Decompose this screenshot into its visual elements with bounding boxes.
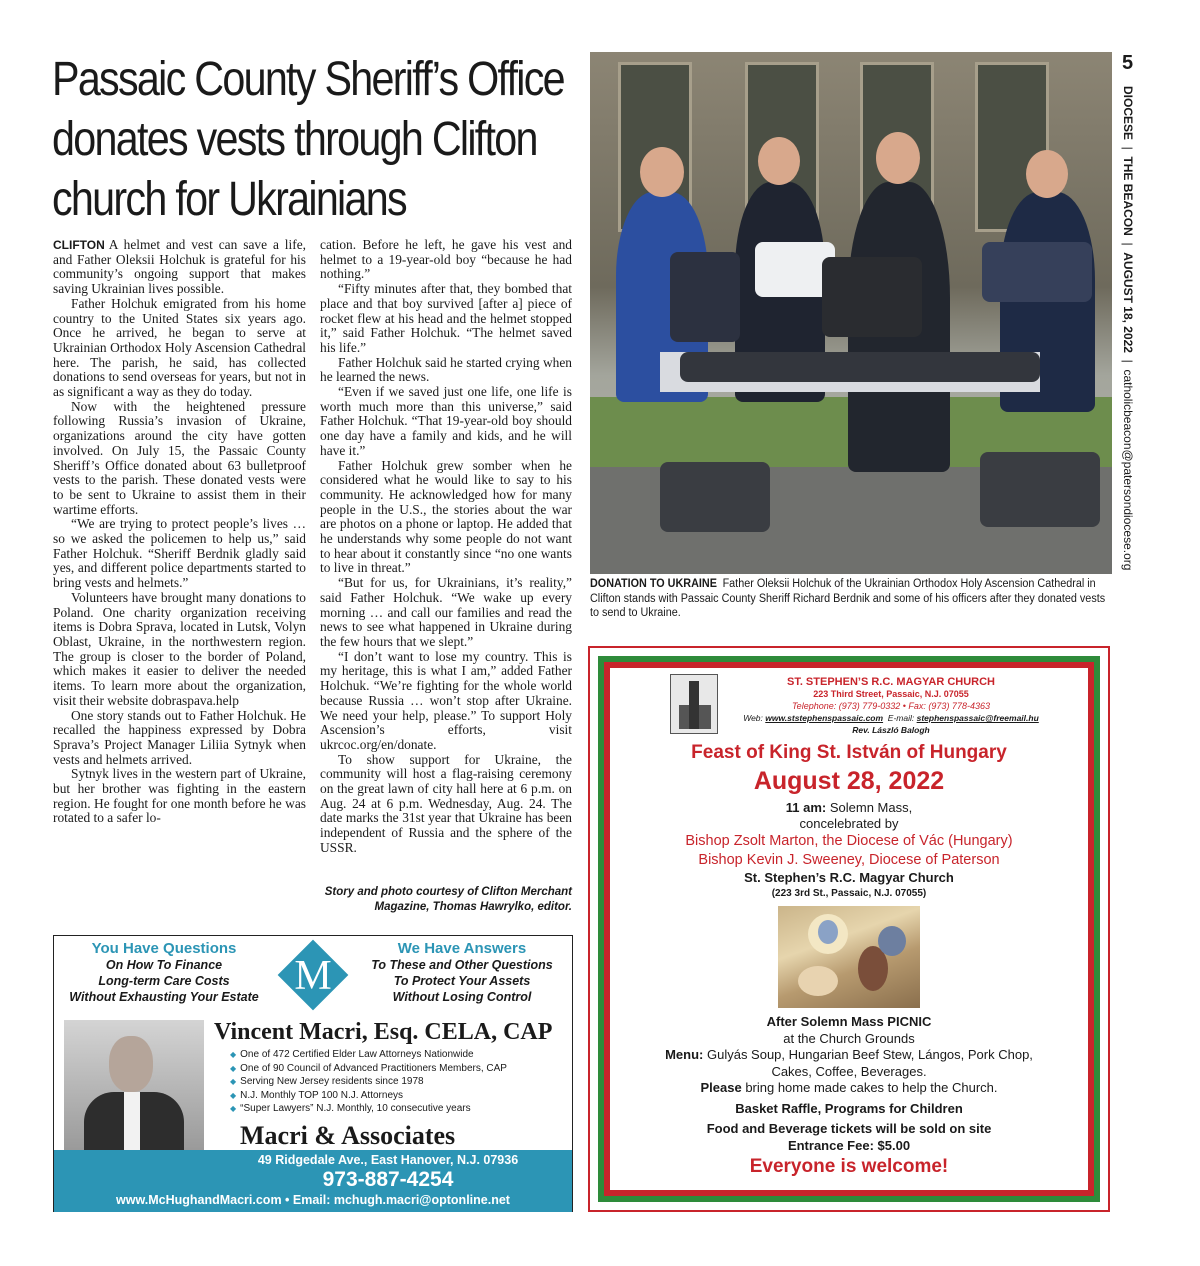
- law-questions: [54, 940, 274, 1005]
- article-paragraph: Now with the heightened pressure following Russia’s invasion of Ukraine, organizations around the city have gotten involved. On July 15, the Passaic County Sheriff’s Office donated about 63 bulletproof vests to the parish. These donated vests were to be sent to Ukraine to assist them in their wartime efforts.: [53, 398, 306, 517]
- questions-line: On How To Finance: [105, 958, 223, 972]
- credential-item: ◆ One of 90 Council of Advanced Practitioners Members, CAP: [230, 1062, 507, 1076]
- bishop-2: Bishop Kevin J. Sweeney, Diocese of Paterson: [698, 852, 1000, 868]
- running-date: AUGUST 18, 2022: [1121, 252, 1135, 353]
- attorney-credentials: [230, 1048, 507, 1116]
- law-firm-ad: [53, 935, 573, 1212]
- credential-item: ◆ N.J. Monthly TOP 100 N.J. Attorneys: [230, 1089, 507, 1103]
- running-paper: THE BEACON: [1121, 156, 1135, 236]
- church-address: 223 Third Street, Passaic, N.J. 07055: [813, 689, 969, 699]
- credential-item: ◆ One of 472 Certified Elder Law Attorneys Nationwide: [230, 1048, 507, 1062]
- article-paragraph: “But for us, for Ukrainians, it’s reality,” said Father Holchuk. “We wake up every morning … and call our families and read the news to see what happened in Ukraine during the few hours that we slept.”: [320, 575, 572, 649]
- mass-time: 11 am:: [785, 800, 827, 815]
- church-pastor: Rev. László Balogh: [852, 725, 930, 735]
- picnic-details: [616, 1014, 1082, 1180]
- concelebrated: concelebrated by: [799, 816, 899, 831]
- saint-painting: [778, 906, 920, 1008]
- article-paragraph: “Fifty minutes after that, they bombed that place and that boy survived [after a] piece of rocket flew at his head and the helmet stopped it,” said Father Holchuk. “The helmet saved his life.”: [320, 281, 572, 355]
- feast-date: August 28, 2022: [753, 767, 945, 795]
- answers-line: Without Losing Control: [392, 990, 532, 1004]
- church-header: [726, 676, 1056, 736]
- questions-line: Without Exhausting Your Estate: [69, 990, 259, 1004]
- firm-name: Macri & Associates: [240, 1121, 456, 1150]
- dateline: CLIFTON: [53, 238, 105, 252]
- picnic-place: at the Church Grounds: [783, 1030, 915, 1046]
- church-ad: [588, 646, 1110, 1212]
- running-section: DIOCESE: [1121, 86, 1135, 141]
- caption-text: Father Oleksii Holchuk of the Ukrainian Orthodox Holy Ascension Cathedral in Clifton stands with Passaic County Sheriff Richard Berdnik and some of his officers after they donated vests to send to Ukraine.: [590, 578, 1106, 619]
- page-number: 5: [1122, 52, 1134, 74]
- article-paragraph: One story stands out to Father Holchuk. He recalled the happiness expressed by Dobra Sprava’s Project Manager Liliia Sytnyk when vests and helmets arrived.: [53, 707, 306, 767]
- article-paragraph: Father Holchuk emigrated from his home country to the United States six years ago. Once he arrived, he began to serve at Ukrainian Orthodox Holy Ascension Cathedral here. The parish, he said, has collected donations to send overseas for years, but not in as significant a way as they do today.: [53, 295, 306, 400]
- feast-title: Feast of King St. István of Hungary: [691, 742, 1007, 763]
- article-paragraph: cation. Before he left, he gave his vest and helmet to a 19-year-old boy “because he had nothing.”: [320, 237, 572, 282]
- church-short-address: (223 3rd St., Passaic, N.J. 07055): [771, 888, 927, 899]
- picnic-title: After Solemn Mass PICNIC: [766, 1014, 932, 1029]
- caption-label: DONATION TO UKRAINE: [590, 578, 717, 590]
- news-photo: [590, 52, 1112, 574]
- firm-address: 49 Ridgedale Ave., East Hanover, N.J. 07936: [257, 1153, 519, 1167]
- running-head: DIOCESE | THE BEACON | AUGUST 18, 2022 | catholicbeacon@patersondiocese.org: [1121, 86, 1135, 571]
- article-column-1: [53, 238, 306, 826]
- answers-heading: We Have Answers: [397, 940, 527, 957]
- article-paragraph: Sytnyk lives in the western part of Ukraine, but her brother was fighting in the eastern region. He fought for one month before he was rotated to a safer lo-: [53, 766, 306, 826]
- mass-details: 11 am: Solemn Mass, concelebrated by Bishop Zsolt Marton, the Diocese of Vác (Hungary) Bishop Kevin J. Sweeney, Diocese of Paterson St. Stephen’s R.C. Magyar Church (223 3rd St., Passaic, N.J. 07055): [616, 800, 1082, 902]
- macri-logo: M: [278, 940, 348, 1010]
- photo-vest: [670, 252, 740, 342]
- church-web-line: Web: www.ststephenspassaic.com E-mail: stephenspassaic@freemail.hu: [743, 713, 1039, 723]
- questions-line: Long-term Care Costs: [98, 974, 230, 988]
- attorney-portrait: [64, 1020, 204, 1150]
- credential-item: ◆ Serving New Jersey residents since 1978: [230, 1075, 507, 1089]
- law-ad-top: [54, 936, 572, 1016]
- photo-vest: [822, 257, 922, 337]
- article-paragraph: Volunteers have brought many donations to Poland. One charity organization receiving items is Dobra Sprava, located in Lutsk, Volyn Oblast, Ukraine, in the northwestern region. The group is closer to the border of Poland, which makes it easier to deliver the needed items. To learn more about the organization, visit their website dobraspava.help: [53, 589, 306, 708]
- answers-line: To Protect Your Assets: [393, 974, 531, 988]
- church-email-link[interactable]: stephenspassaic@freemail.hu: [916, 713, 1039, 723]
- menu-line-1: Gulyás Soup, Hungarian Beef Stew, Lángos, Pork Chop,: [706, 1047, 1033, 1062]
- photo-head: [758, 137, 800, 185]
- photo-vest: [660, 462, 770, 532]
- welcome: Everyone is welcome!: [749, 1156, 949, 1177]
- please-text: bring home made cakes to help the Church.: [745, 1080, 998, 1095]
- church-ad-content: [616, 674, 1082, 1184]
- article-paragraph: Father Holchuk grew somber when he considered what he would like to say to his community. He acknowledged how for many people in the U.S., the stories about the war are photos on a phone or laptop. He added that he understands why some people do not want to hear about it constantly since “no one wants to live in threat.”: [320, 457, 572, 576]
- firm-web-email[interactable]: www.McHughandMacri.com • Email: mchugh.macri@optonline.net: [116, 1193, 510, 1207]
- article-column-2: [320, 238, 572, 856]
- credential-item: ◆ “Super Lawyers” N.J. Monthly, 10 consecutive years: [230, 1102, 507, 1116]
- article-paragraph: “Even if we saved just one life, one life is worth much more than this universe,” said Father Holchuk. “That 19-year-old boy should one day have a family and kids, and he will have it.”: [320, 384, 572, 458]
- article-paragraph: To show support for Ukraine, the community will host a flag-raising ceremony on the great lawn of city hall here at 6 p.m. on Aug. 24 at 6 p.m. Wednesday, Aug. 24. The date marks the 31st year that Ukraine has been independent of Russia and the sphere of the USSR.: [320, 751, 572, 855]
- photo-head: [640, 147, 684, 197]
- running-site: catholicbeacon@patersondiocese.org: [1121, 369, 1135, 571]
- photo-head: [876, 132, 920, 184]
- photo-vest: [982, 242, 1092, 302]
- photo-caption: [590, 577, 1112, 621]
- raffle: Basket Raffle, Programs for Children: [735, 1100, 963, 1116]
- menu-label: Menu:: [665, 1047, 704, 1062]
- church-line: St. Stephen’s R.C. Magyar Church: [744, 870, 954, 885]
- photo-head: [1026, 150, 1068, 198]
- law-contact-band: [54, 1150, 572, 1212]
- church-name: ST. STEPHEN’S R.C. MAGYAR CHURCH: [786, 676, 995, 688]
- menu-line-2: Cakes, Coffee, Beverages.: [771, 1063, 927, 1079]
- church-photo: [670, 674, 718, 734]
- please-label: Please: [700, 1080, 742, 1095]
- church-telephone: Telephone: (973) 779-0332 • Fax: (973) 778-4363: [792, 701, 990, 711]
- photo-vest: [980, 452, 1100, 527]
- photo-vests-on-table: [680, 352, 1040, 382]
- article-paragraph: CLIFTON A helmet and vest can save a life, and Father Oleksii Holchuk is grateful for his community’s ongoing support that makes saving Ukrainian lives possible.: [53, 237, 306, 297]
- attorney-name: Vincent Macri, Esq. CELA, CAP: [214, 1019, 553, 1045]
- church-web-link[interactable]: www.ststephenspassaic.com: [765, 713, 884, 723]
- article-paragraph: “We are trying to protect people’s lives … so we asked the policemen to help us,” said Father Holchuk. “Sheriff Berdnik gladly said yes, and different police departments started to bring vests and helmets.”: [53, 516, 306, 591]
- answers-line: To These and Other Questions: [371, 958, 553, 972]
- article-paragraph: Father Holchuk said he started crying when he learned the news.: [320, 354, 572, 385]
- tickets: Food and Beverage tickets will be sold on site: [706, 1121, 992, 1136]
- entrance-fee: Entrance Fee: $5.00: [787, 1137, 911, 1153]
- bishop-1: Bishop Zsolt Marton, the Diocese of Vác (Hungary): [685, 833, 1013, 849]
- article-paragraph: “I don’t want to lose my country. This is my heritage, this is what I am,” added Father Holchuk. “We’re fighting for the whole world because Russia … won’t stop after Ukraine. We need your help, please.” To support Holy Ascension’s efforts, visit ukrcoc.org/en/donate.: [320, 648, 572, 752]
- headline: Passaic County Sheriff’s Office donates vests through Clifton church for Ukrainians: [52, 53, 564, 226]
- firm-phone[interactable]: 973-887-4254: [322, 1168, 454, 1191]
- photo-credit: Story and photo courtesy of Clifton Merchant Magazine, Thomas Hawrylko, editor.: [324, 886, 572, 913]
- questions-heading: You Have Questions: [91, 940, 237, 957]
- law-answers: [352, 940, 572, 1005]
